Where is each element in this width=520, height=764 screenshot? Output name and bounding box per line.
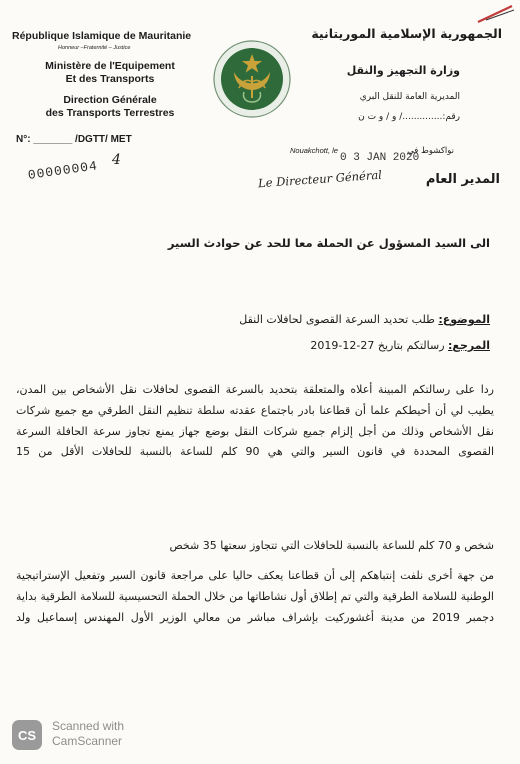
french-direction-line2: des Transports Terrestres	[45, 107, 175, 119]
letter-subject	[150, 313, 490, 326]
body-paragraph-2: من جهة أخرى نلفت إنتباهكم إلى أن قطاعنا يعكف حاليا على مراجعة قانون السير وتفعيل الإستراتيجية الوطنية للسلامة الطرقية والتي تم إطلاق أول نشاطاتها من خلال الحملة التحسيسية للسلامة الطرقية بداية دجمبر 2019 من مدينة أغشوركيت بإشراف مباشر من معالي الوزير الأول المهندس إسماعيل ولد	[16, 569, 494, 624]
watermark-line-2: CamScanner	[52, 734, 123, 748]
french-place-label: Nouakchott, le	[290, 146, 338, 155]
camscanner-logo-icon	[12, 720, 42, 750]
arabic-place-label: نواكشوط في	[407, 146, 454, 156]
corner-ink-mark	[474, 2, 516, 26]
letter-addressee: الى السيد المسؤول عن الحملة معا للحد عن حوادث السير	[167, 236, 490, 250]
french-ministry-line2: Et des Transports	[65, 73, 155, 85]
date-stamp: 0 3 JAN 2020	[340, 152, 420, 164]
watermark-line-1: Scanned with	[52, 719, 125, 733]
arabic-reference-number: رقم:............../ و / و ت ن	[358, 112, 460, 122]
arabic-republic-name: الجمهورية الإسلامية الموريتانية	[311, 26, 502, 41]
letter-reference	[150, 339, 490, 352]
french-direction-line1: Direction Générale	[63, 94, 157, 106]
camscanner-logo-text: CS	[17, 728, 37, 743]
body-paragraph-1-last-line: شخص و 70 كلم للساعة بالنسبة للحافلات التي تتجاوز سعتها 35 شخص	[169, 539, 494, 552]
arabic-ministry: وزارة التجهيز والنقل	[346, 64, 460, 77]
french-ministry	[40, 60, 180, 86]
director-general-signature-line: Le Directeur Général	[257, 167, 383, 191]
arabic-direction: المديرية العامة للنقل البري	[359, 92, 460, 102]
french-ministry-line1: Ministère de l'Equipement	[45, 60, 175, 72]
reference-text: رسالتكم بتاريخ 27-12-2019	[310, 339, 445, 352]
arabic-director-title: المدير العام	[425, 172, 500, 187]
handwritten-number: 4	[112, 152, 121, 168]
french-motto: Honneur –Fraternité – Justice	[58, 45, 131, 51]
camscanner-watermark	[52, 719, 124, 749]
body-paragraph-1: ردا على رسالتكم المبينة أعلاه والمتعلقة بتحديد بالسرعة القصوى لحافلات نقل الأشخاص بين المدن، يطيب لي أن أحيطكم علما أن قطاعنا بادر باجتماع عقدته سلطة تنظيم النقل الطرقي مع جميع شركات نقل الأشخاص وذلك من أجل إلزام جميع شركات النقل بوضع جهاز يمنع تجاوز سرعة الحافلة السرعة القصوى المحددة في قانون السير والتي هي 90 كلم للساعة بالنسبة للحافلات الأقل من 15	[16, 383, 495, 459]
registration-stamp-number: 00000004	[26, 158, 99, 183]
subject-text: طلب تحديد السرعة القصوى لحافلات النقل	[239, 313, 435, 326]
french-reference-number: N°: _______ /DGTT/ MET	[16, 134, 132, 145]
french-republic-name: République Islamique de Mauritanie	[12, 30, 192, 42]
reference-label: المرجع:	[448, 339, 490, 352]
national-seal-icon	[212, 38, 292, 120]
french-direction	[40, 94, 180, 120]
subject-label: الموضوع:	[438, 313, 490, 326]
